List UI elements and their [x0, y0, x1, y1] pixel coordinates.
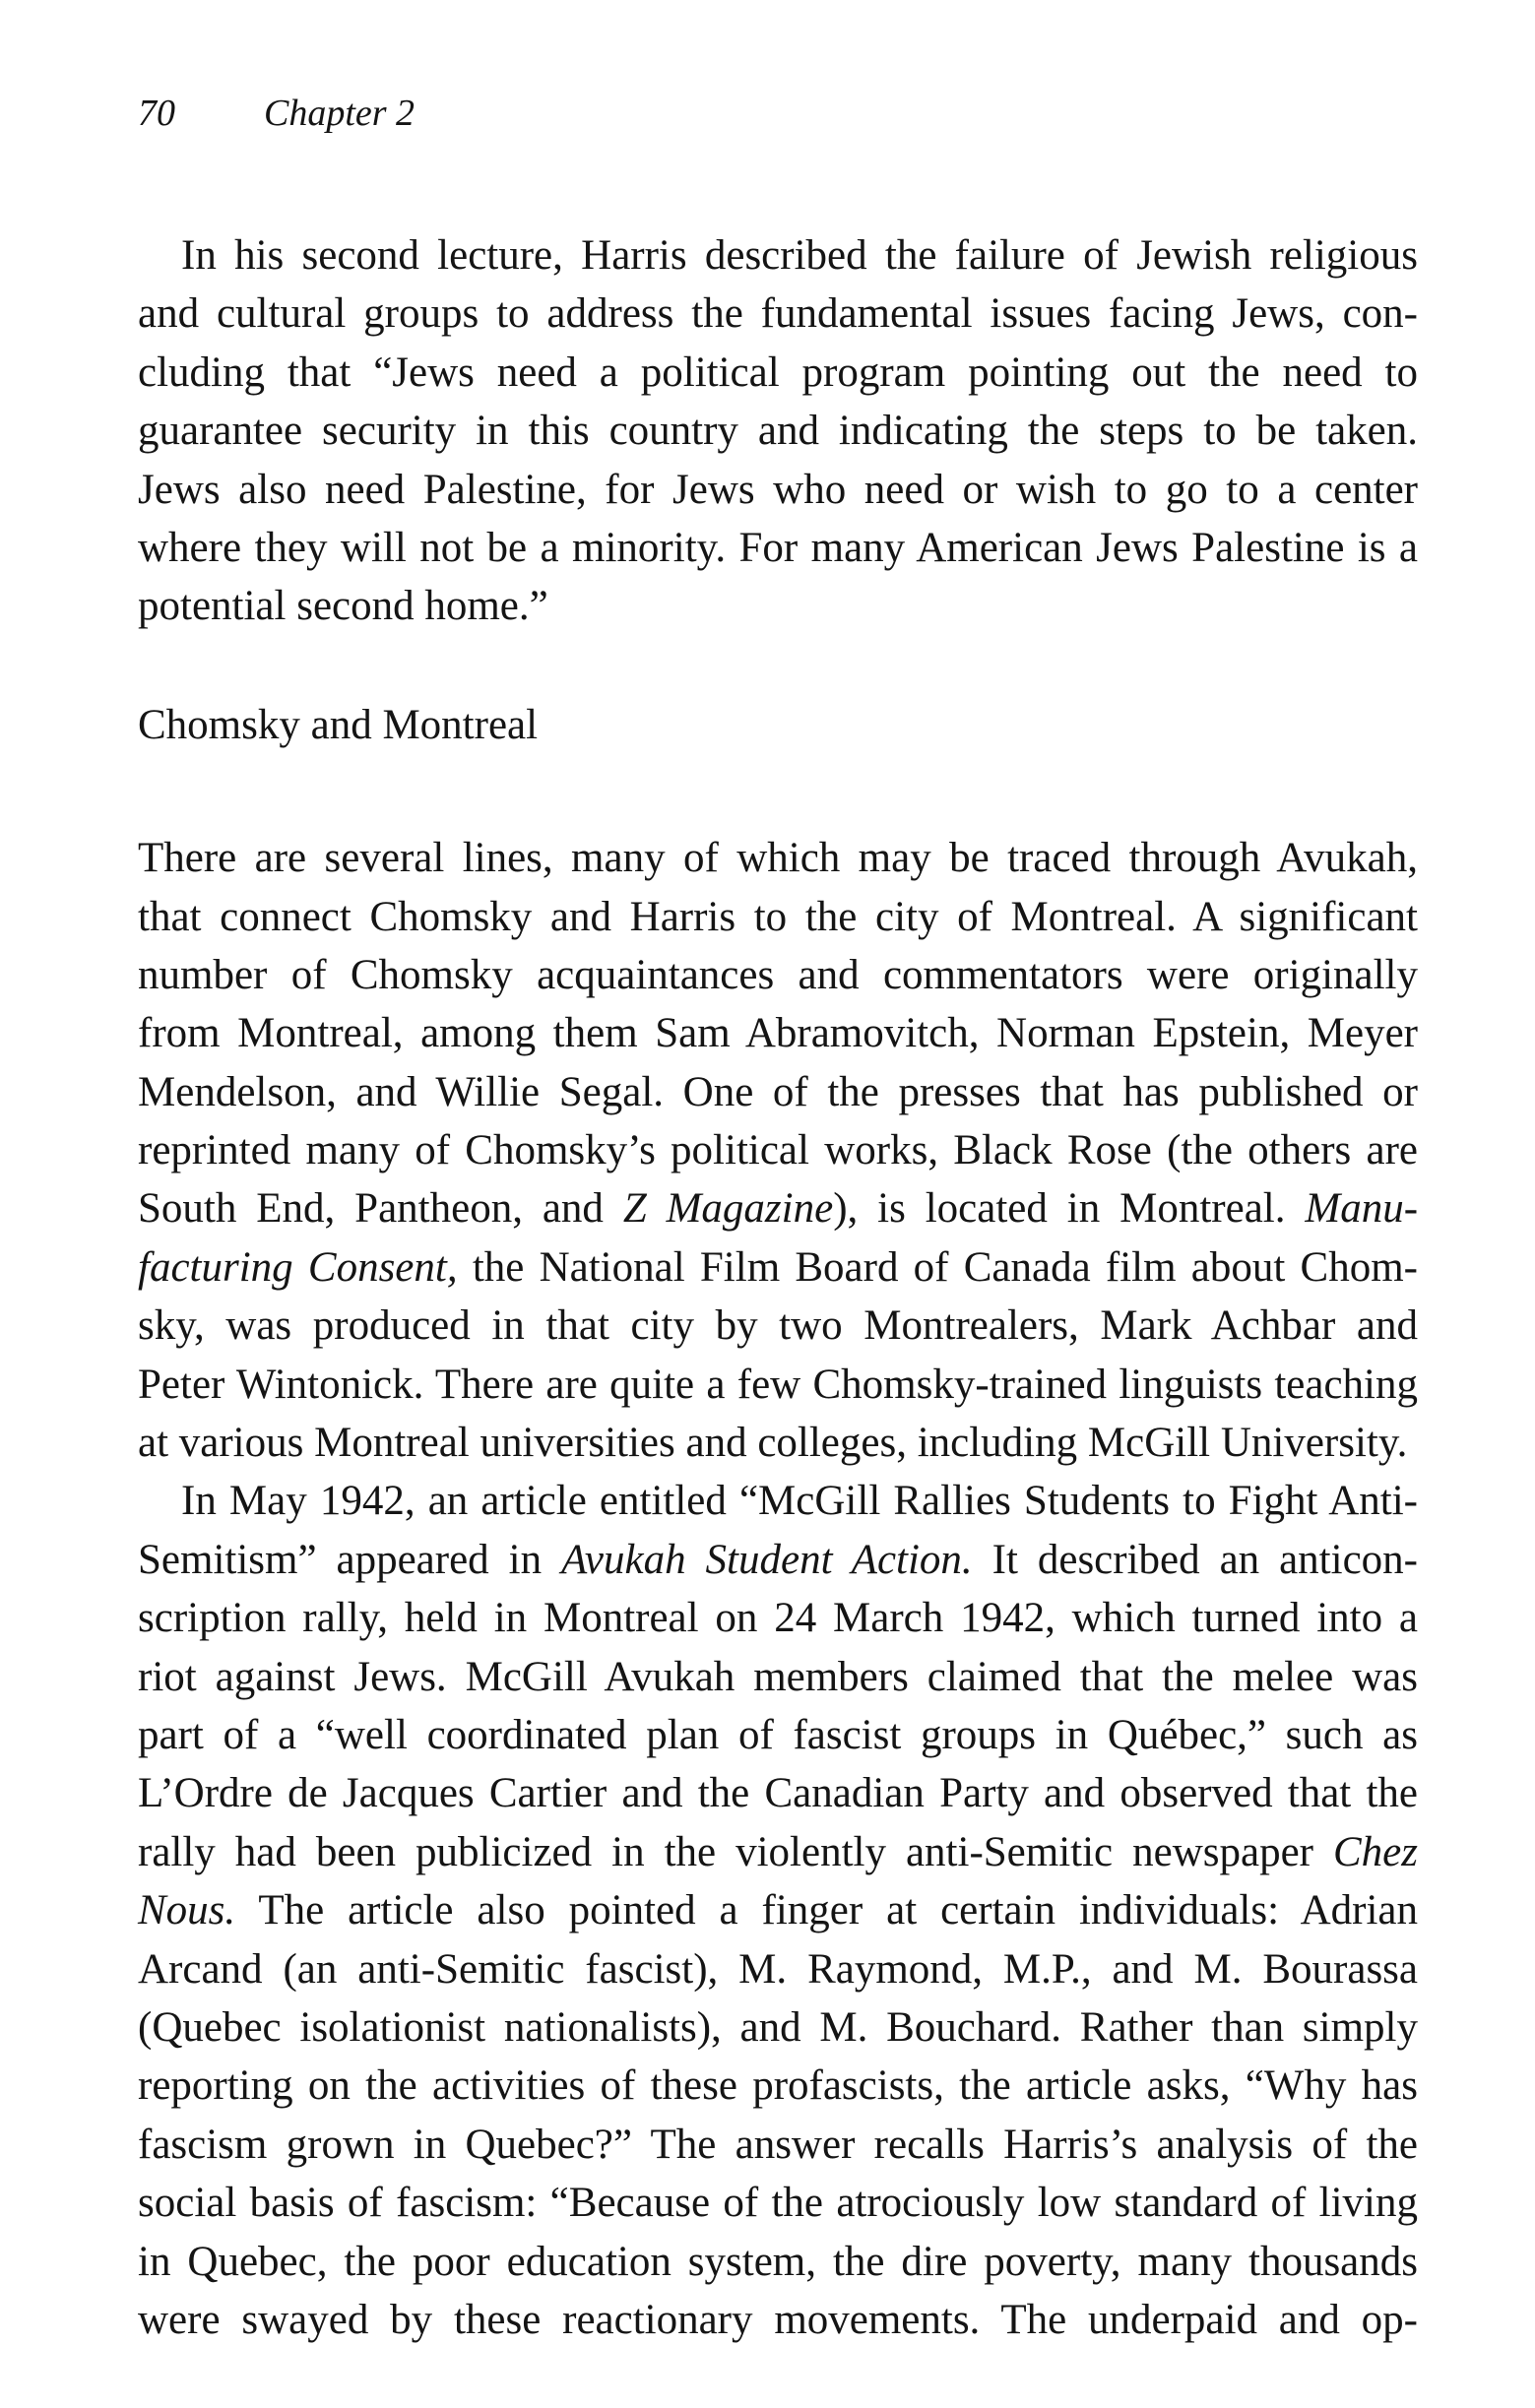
text-line: reporting on the activities of these profascists, the article asks, “Why has [138, 2062, 1418, 2110]
text-run: The article also pointed a finger at certain individuals: Adrian [235, 1887, 1418, 1934]
text-line: riot against Jews. McGill Avukah members claimed that the melee was [138, 1653, 1418, 1700]
text-line: scription rally, held in Montreal on 24 March 1942, which turned into a [138, 1595, 1418, 1642]
text-line [138, 1881, 1418, 1939]
paragraph [138, 226, 1418, 636]
text-line: part of a “well coordinated plan of fascist groups in Québec,” such as [138, 1711, 1418, 1758]
text-run: South End, Pantheon, and [138, 1185, 623, 1233]
book-page [138, 89, 1418, 2349]
text-line [138, 1179, 1418, 1237]
text-line: L’Ordre de Jacques Cartier and the Canadian Party and observed that the [138, 1770, 1418, 1817]
text-line [138, 1531, 1418, 1589]
text-line: potential second home.” [138, 583, 548, 630]
text-line [138, 1823, 1418, 1881]
text-line: in Quebec, the poor education system, the dire poverty, many thousands [138, 2238, 1418, 2285]
text-line: and cultural groups to address the fundamental issues facing Jews, con- [138, 290, 1418, 338]
text-line: In May 1942, an article entitled “McGill Rallies Students to Fight Anti- [181, 1478, 1418, 1525]
text-line: cluding that “Jews need a political program pointing out the need to [138, 349, 1418, 396]
italic-title: Nous. [138, 1887, 236, 1934]
text-line: were swayed by these reactionary movements. The underpaid and op- [138, 2296, 1418, 2343]
section-heading: Chomsky and Montreal [138, 701, 539, 748]
text-line: fascism grown in Quebec?” The answer recalls Harris’s analysis of the [138, 2121, 1418, 2168]
text-run: It described an anticon- [972, 1536, 1418, 1583]
text-run: the National Film Board of Canada film about Chom- [457, 1243, 1418, 1291]
text-line: (Quebec isolationist nationalists), and M. Bouchard. Rather than simply [138, 2003, 1418, 2051]
text-line: There are several lines, many of which may be traced through Avukah, [138, 835, 1418, 882]
text-line: from Montreal, among them Sam Abramovitch, Norman Epstein, Meyer [138, 1010, 1418, 1057]
text-line [138, 1238, 1418, 1297]
text-run: rally had been publicized in the violently anti-Semitic newspaper [138, 1828, 1333, 1875]
italic-title: Manu- [1305, 1185, 1419, 1233]
italic-title: Chez [1333, 1828, 1418, 1875]
paragraph [138, 829, 1418, 2349]
text-line: Mendelson, and Willie Segal. One of the presses that has published or [138, 1068, 1418, 1115]
text-line: Peter Wintonick. There are quite a few Chomsky-trained linguists teaching [138, 1361, 1418, 1408]
text-line: at various Montreal universities and colleges, including McGill University. [138, 1420, 1408, 1467]
italic-title: facturing Consent, [138, 1243, 458, 1291]
text-line: reprinted many of Chomsky’s political works, Black Rose (the others are [138, 1127, 1418, 1174]
text-line: Arcand (an anti-Semitic fascist), M. Raymond, M.P., and M. Bourassa [138, 1945, 1418, 1993]
text-line: where they will not be a minority. For many American Jews Palestine is a [138, 524, 1418, 571]
text-line: sky, was produced in that city by two Montrealers, Mark Achbar and [138, 1302, 1418, 1350]
text-line: In his second lecture, Harris described the failure of Jewish religious [181, 232, 1418, 279]
page-number: 70 [138, 93, 175, 134]
text-line: that connect Chomsky and Harris to the city of Montreal. A significant [138, 893, 1418, 940]
italic-title: Z Magazine [622, 1185, 834, 1233]
running-head [138, 89, 1418, 138]
text-line: number of Chomsky acquaintances and commentators were originally [138, 951, 1418, 998]
text-run: ), is located in Montreal. [833, 1185, 1306, 1233]
italic-title: Avukah Student Action. [561, 1536, 973, 1583]
text-run: Semitism” appeared in [138, 1536, 562, 1583]
text-line: guarantee security in this country and indicating the steps to be taken. [138, 408, 1418, 455]
chapter-title: Chapter 2 [264, 93, 416, 134]
text-line: social basis of fascism: “Because of the atrociously low standard of living [138, 2180, 1418, 2227]
text-line: Jews also need Palestine, for Jews who need or wish to go to a center [138, 466, 1418, 513]
